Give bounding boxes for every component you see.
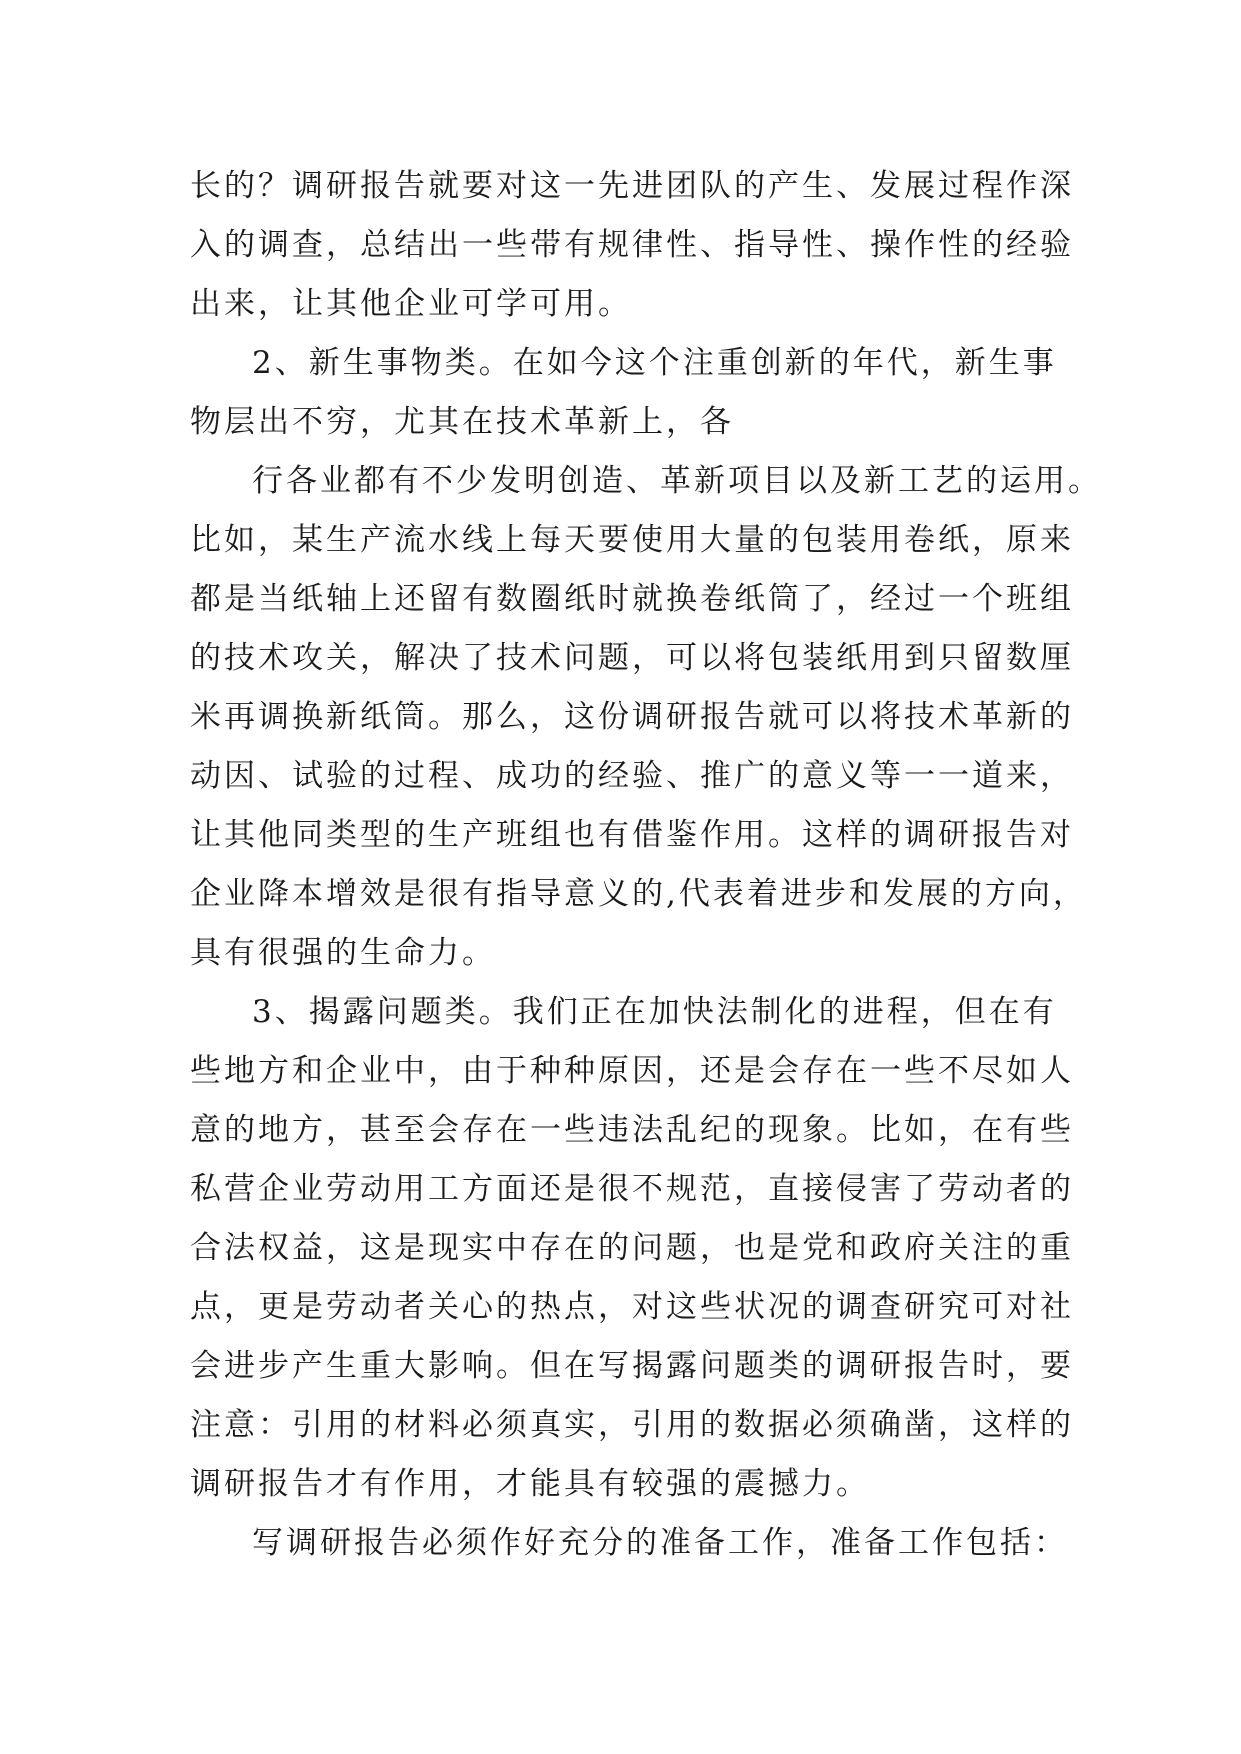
text-line-17: 意的地方，甚至会存在一些违法乱纪的现象。比如，在有些 [190,1112,1074,1148]
text-line-10: 米再调换新纸筒。那么，这份调研报告就可以将技术革新的 [190,699,1074,735]
text-line-16: 些地方和企业中，由于种种原因，还是会存在一些不尽如人 [190,1053,1074,1089]
text-line-14: 具有很强的生命力。 [190,935,496,971]
text-line-13: 企业降本增效是很有指导意义的,代表着进步和发展的方向， [190,876,1087,912]
text-line-5: 物层出不穷，尤其在技术革新上，各 [190,404,734,440]
text-line-3: 出来，让其他企业可学可用。 [190,286,632,322]
text-line-6: 行各业都有不少发明创造、革新项目以及新工艺的运用。 [252,463,1102,499]
text-line-9: 的技术攻关，解决了技术问题，可以将包装纸用到只留数厘 [190,640,1074,676]
text-line-21: 会进步产生重大影响。但在写揭露问题类的调研报告时，要 [190,1348,1074,1384]
text-line-19: 合法权益，这是现实中存在的问题，也是党和政府关注的重 [190,1230,1074,1266]
text-line-11: 动因、试验的过程、成功的经验、推广的意义等一一道来， [190,758,1074,794]
text-line-1: 长的？调研报告就要对这一先进团队的产生、发展过程作深 [190,168,1074,204]
text-line-15: 3、揭露问题类。我们正在加快法制化的进程，但在有 [252,994,1057,1030]
text-line-12: 让其他同类型的生产班组也有借鉴作用。这样的调研报告对 [190,817,1074,853]
text-line-8: 都是当纸轴上还留有数圈纸时就换卷纸筒了，经过一个班组 [190,581,1074,617]
text-line-18: 私营企业劳动用工方面还是很不规范，直接侵害了劳动者的 [190,1171,1074,1207]
text-line-22: 注意：引用的材料必须真实，引用的数据必须确凿，这样的 [190,1407,1074,1443]
text-line-4: 2、新生事物类。在如今这个注重创新的年代，新生事 [252,345,1057,381]
text-line-7: 比如，某生产流水线上每天要使用大量的包装用卷纸，原来 [190,522,1074,558]
text-line-20: 点，更是劳动者关心的热点，对这些状况的调查研究可对社 [190,1289,1074,1325]
text-line-24: 写调研报告必须作好充分的准备工作，准备工作包括： [252,1525,1068,1561]
text-line-2: 入的调查，总结出一些带有规律性、指导性、操作性的经验 [190,227,1074,263]
text-line-23: 调研报告才有作用，才能具有较强的震撼力。 [190,1466,870,1502]
